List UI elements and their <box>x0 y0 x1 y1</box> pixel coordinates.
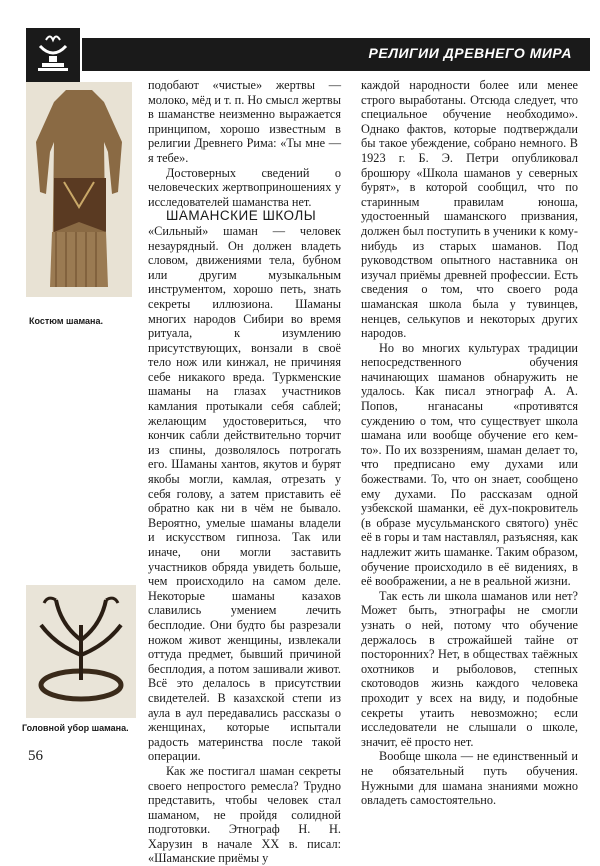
text-column-left <box>148 78 341 866</box>
paragraph: Вообще школа — не единственный и не обязательный путь обучения. Нужными для шамана знаниями можно овладеть самостоятельно. <box>361 749 578 808</box>
paragraph: Как же постигал шаман секреты своего непростого ремесла? Трудно представить, чтобы человек стал шаманом, не пройдя солидной подготовки. Этнограф Н. Н. Харузин в начале XX в. писал: «Шаманские приёмы у <box>148 763 341 866</box>
section-heading: ШАМАНСКИЕ ШКОЛЫ <box>166 208 317 224</box>
paragraph: Достоверных сведений о человеческих жертвоприношениях у исследователей шаманства нет. <box>148 165 341 209</box>
figure-caption: Головной убор шамана. <box>22 723 129 733</box>
shaman-headdress-photo <box>26 585 136 718</box>
figure-caption: Костюм шамана. <box>29 316 104 326</box>
logo-emblem <box>26 28 80 82</box>
text-column-right <box>361 78 578 808</box>
paragraph: каждой народности более или менее строго выработаны. Отсюда следует, что специальное обучение необходимо». Однако фактов, которые подтверждали бы такое убеждение, собрано немного. В 1923 г. Б. Э. Петри опубликовал брошюру «Школа шаманов у северных бурят», в которой сообщил, что по старинным правилам юноша, удостоенный шаманского призвания, должен был поступить в ученики к кому-нибудь из старых шаманов. Под руководством опытного наставника он изучал приёмы древней профессии. Есть сведения о том, что своего рода шаманская школа была у тувинцев, ненцев, селькупов и некоторых других народов. <box>361 78 578 341</box>
costume-illustration <box>26 82 132 297</box>
paragraph: Так есть ли школа шаманов или нет? Может быть, этнографы не смогли узнать о ней, потому что обучение держалось в строжайшей тайне от посторонних? Нет, в обществах таёжных охотников и рыболовов, степных скотоводов жизнь каждого человека проходит у всех на виду, и подобные секреты утаить невозможно; если исследователи не слышали о школе, значит, её просто нет. <box>361 588 578 749</box>
paragraph: подобают «чистые» жертвы — молоко, мёд и т. п. Но смысл жертвы в шаманстве неизменно выражается принципом, хорошо известным в религии Древнего Рима: «Ты мне — я тебе». <box>148 78 341 165</box>
headdress-illustration <box>26 585 136 718</box>
lamp-icon <box>26 28 80 82</box>
running-header <box>82 38 590 71</box>
page-number: 56 <box>28 748 43 764</box>
paragraph: «Сильный» шаман — человек незаурядный. Он должен владеть словом, движениями тела, бубном или другим музыкальным инструментом, хорошо петь, знать секреты иллюзиона. Шаманы многих народов Сибири во время ритуала, к изумлению присутствующих, вонзали в своё тело нож или кинжал, не причиняя себе никакого вреда. Туркменские шаманы на глазах участников камлания протыкали себя саблей; желающим удостовериться, что кончик сабли действительно торчит из спины, дозволялось потрогать его. Шаманы хантов, якутов и бурят якобы могли, камлая, отрезать у себя голову, а затем приставить её обратно как ни в чём не бывало. Вероятно, умелые шаманы владели и искусством гипноза. Так или иначе, они могли заставить участников обряда увидеть больше, чем происходило на самом деле. Некоторые шаманы казахов славились умением лечить бесплодие. Они будто бы разрезали ножом живот женщины, извлекали оттуда предмет, бывший причиной бесплодия, а потом зашивали живот. Всё это делалось в присутствии свидетелей. В казахской степи из аула в аул передавались рассказы о женщинах, которые испытали радость материнства после такой операции. <box>148 223 341 764</box>
paragraph: Но во многих культурах традиции непосредственного обучения начинающих шаманов обнаружить не удалось. Как писал этнограф А. А. Попов, нганасаны «противятся суждению о том, что существует школа шамана или вообще обучение его кем-то». По их воззрениям, шаман делает то, что предписано ему духами или божествами. То, что он знает, сообщено ему духами. По рассказам одной узбекской шаманки, её дух-покровитель (в образе мусульманского святого) унёс её в горы и там наставлял, разъясняя, как надлежит жить шаманке. Таким образом, обучение происходило в её видениях, в её воображении, а не в реальной жизни. <box>361 340 578 589</box>
shaman-costume-photo <box>26 82 132 297</box>
section-title: РЕЛИГИИ ДРЕВНЕГО МИРА <box>368 45 572 61</box>
